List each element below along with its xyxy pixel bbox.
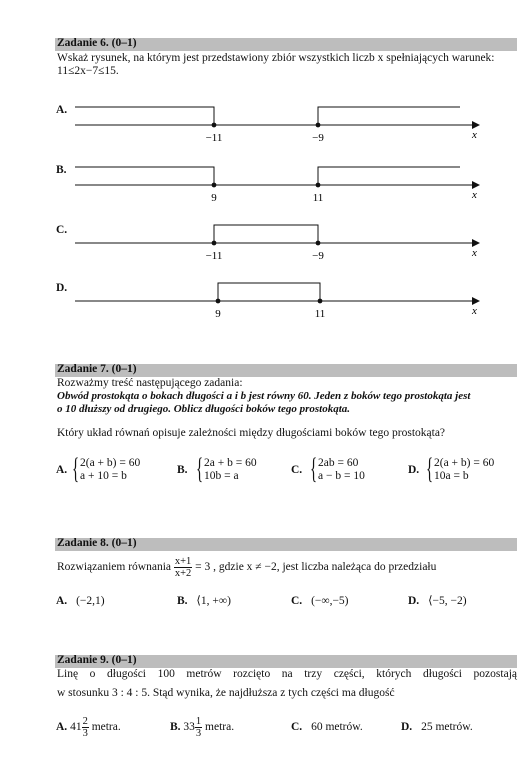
task7-option-c-eq2: a − b = 10 [318, 470, 365, 482]
task7-intro: Rozważmy treść następującego zadania: [57, 377, 243, 389]
task7-option-a-label[interactable]: A. [56, 464, 68, 476]
task9-option-b-whole: 33 [183, 721, 195, 733]
task7-option-d-eq1: 2(a + b) = 60 [434, 457, 495, 469]
task9-option-a-fraction [82, 716, 89, 739]
task9-option-c-label: C. [291, 721, 303, 733]
task9-option-d[interactable] [401, 712, 473, 742]
task6-option-b-label[interactable]: B. [56, 164, 67, 176]
task8-frac-numerator: x+1 [174, 555, 192, 567]
task6-header-text: Zadanie 6. (0–1) [57, 37, 137, 49]
task7-question: Który układ równań opisuje zależności między długościami boków tego prostokąta? [57, 427, 446, 439]
task9-option-a[interactable] [56, 712, 121, 742]
task6-prompt-line2: 11≤2x−7≤15. [57, 65, 119, 77]
task6-header [55, 38, 517, 51]
task8-option-d-label: D. [408, 595, 420, 607]
task8-option-c-value: (−∞,−5) [311, 595, 349, 607]
task9-option-b-unit: metra. [205, 721, 235, 733]
task8-option-a-value: (−2,1) [76, 595, 105, 607]
task9-option-d-label: D. [401, 721, 413, 733]
task6-option-a-numberline[interactable] [70, 100, 490, 150]
task7-option-c-brace: { [310, 452, 318, 485]
task6-option-b-tick1: 9 [211, 192, 217, 204]
task7-header-text: Zadanie 7. (0–1) [57, 363, 137, 375]
task9-option-b-label: B. [170, 721, 181, 733]
task7-option-b-brace: { [196, 452, 204, 485]
task8-text-after: = 3 , gdzie x ≠ −2, jest liczba należąca do przedziału [195, 561, 437, 573]
task9-option-b[interactable] [170, 712, 234, 742]
task6-option-a-tick1: −11 [205, 132, 223, 144]
task7-option-a-brace: { [72, 452, 80, 485]
task9-option-b-den: 3 [195, 727, 202, 739]
task6-option-d-tick2: 11 [314, 308, 326, 320]
task9-option-b-num: 1 [195, 715, 202, 727]
task8-header [55, 538, 517, 551]
task8-option-b-label: B. [177, 595, 188, 607]
task8-frac-denominator: x+2 [174, 567, 192, 579]
task9-line2: w stosunku 3 : 4 : 5. Stąd wynika, że najdłuższa z tych części ma długość [57, 687, 395, 699]
task6-option-d-label[interactable]: D. [56, 282, 68, 294]
task8-text-before: Rozwiązaniem równania [57, 561, 171, 573]
task6-option-c-label[interactable]: C. [56, 224, 68, 236]
task7-option-c-eq1: 2ab = 60 [318, 457, 359, 469]
task6-prompt-line1: Wskaż rysunek, na którym jest przedstawiony zbiór wszystkich liczb x spełniających warunek: [57, 52, 495, 64]
task8-option-c-label: C. [291, 595, 303, 607]
task9-option-d-value: 25 metrów. [421, 721, 473, 733]
task6-option-a-tick2: −9 [312, 132, 324, 144]
task7-problem-line1: Obwód prostokąta o bokach długości a i b jest równy 60. Jeden z boków tego prostokąta jest [57, 390, 471, 402]
task8-option-a[interactable] [56, 594, 105, 608]
task7-option-b-label[interactable]: B. [177, 464, 188, 476]
task8-option-b-value: ⟨1, +∞) [196, 595, 231, 607]
task6-option-c-tick2: −9 [312, 250, 324, 262]
task6-option-c-numberline[interactable] [70, 218, 490, 268]
task8-option-b[interactable] [177, 594, 231, 608]
task9-option-a-den: 3 [82, 727, 88, 739]
task9-option-b-fraction [195, 716, 202, 739]
task6-option-a-label[interactable]: A. [56, 104, 68, 116]
task6-option-d-numberline[interactable] [70, 276, 490, 326]
task8-header-text: Zadanie 8. (0–1) [57, 537, 137, 549]
task9-option-a-num: 2 [82, 715, 88, 727]
task6-option-c-tick1: −11 [205, 250, 223, 262]
task8-option-a-label: A. [56, 595, 68, 607]
task7-option-b-eq1: 2a + b = 60 [204, 457, 257, 469]
task8-equation-line [57, 552, 436, 582]
task8-option-c[interactable] [291, 594, 349, 608]
task6-axis-label-d: x [472, 305, 477, 317]
task9-option-a-unit: metra. [91, 721, 121, 733]
task7-option-a-eq1: 2(a + b) = 60 [80, 457, 141, 469]
task7-option-a-eq2: a + 10 = b [80, 470, 127, 482]
task6-axis-label-c: x [472, 247, 477, 259]
task9-option-a-whole: 41 [70, 721, 82, 733]
task9-line1: Linę o długości 100 metrów rozcięto na trzy części, których długości pozostają [57, 668, 517, 680]
task7-problem-line2: o 10 dłuższy od drugiego. Oblicz długości boków tego prostokąta. [57, 403, 351, 415]
task7-option-d-brace: { [426, 452, 434, 485]
task8-fraction [174, 556, 192, 579]
task7-option-b-eq2: 10b = a [204, 470, 239, 482]
task6-option-b-tick2: 11 [312, 192, 324, 204]
task9-option-c[interactable] [291, 712, 363, 742]
task6-axis-label-b: x [472, 189, 477, 201]
task7-option-d-eq2: 10a = b [434, 470, 469, 482]
task8-option-d-value: ⟨−5, −2) [428, 595, 467, 607]
task9-option-c-value: 60 metrów. [311, 721, 363, 733]
task6-option-b-numberline[interactable] [70, 160, 490, 210]
task7-option-c-label[interactable]: C. [291, 464, 303, 476]
task9-header-text: Zadanie 9. (0–1) [57, 654, 137, 666]
task6-option-d-tick1: 9 [215, 308, 221, 320]
task9-option-a-label: A. [56, 721, 68, 733]
task6-axis-label-a: x [472, 129, 477, 141]
task7-option-d-label[interactable]: D. [408, 464, 420, 476]
task8-option-d[interactable] [408, 594, 467, 608]
